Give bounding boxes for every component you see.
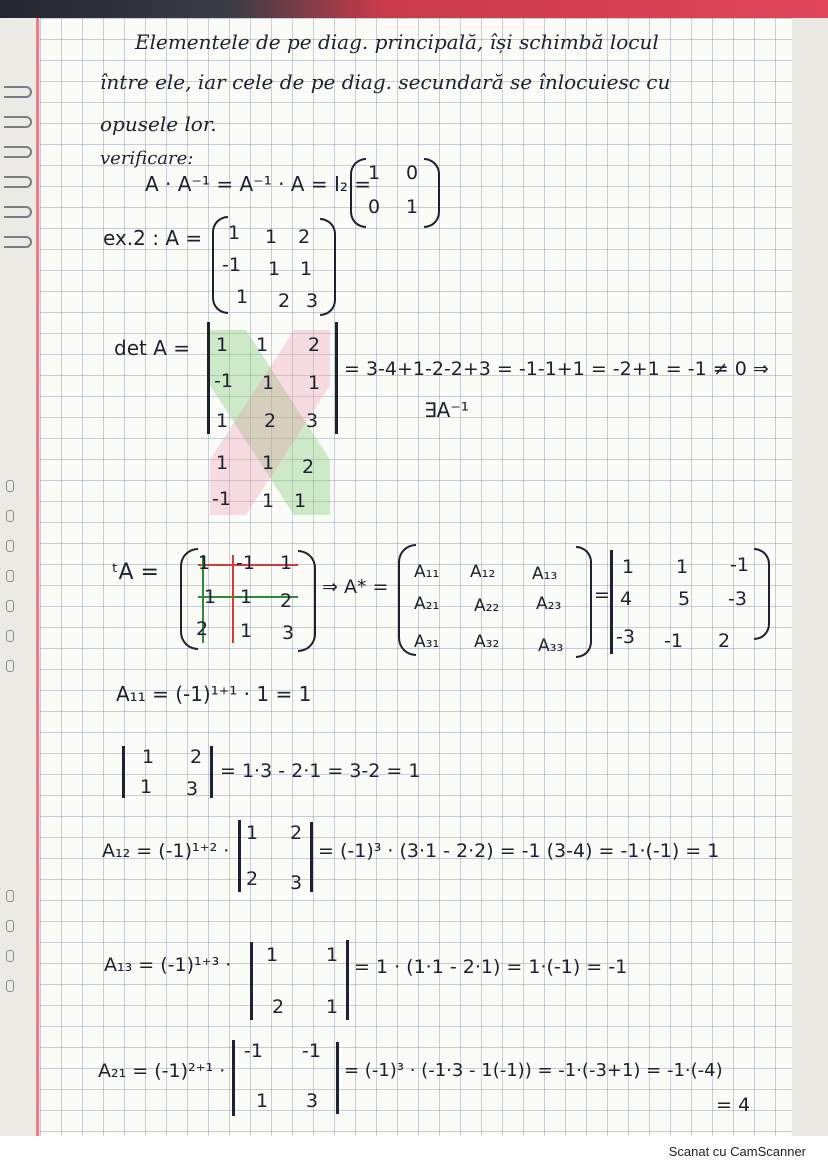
a13-right: = 1 · (1·1 - 2·1) = 1·(-1) = -1	[354, 956, 628, 978]
scanner-watermark: Scanat cu CamScanner	[668, 1144, 806, 1159]
det-cell: 1	[216, 452, 229, 474]
note-line-2: între ele, iar cele de pe diag. secundară se înlocuiesc cu	[100, 70, 671, 94]
det-cell: 3	[306, 410, 319, 432]
adjoint-value: -3	[616, 626, 635, 648]
minor-bar-left	[122, 746, 125, 798]
adjoint-symbol: A₃₃	[538, 636, 564, 656]
a13-cell: 2	[272, 996, 285, 1018]
det-cell: 1	[256, 334, 269, 356]
det-cell: 2	[302, 456, 315, 478]
punch-hole	[6, 600, 14, 612]
punch-hole	[6, 630, 14, 642]
equals-sign: =	[594, 584, 610, 606]
matrix-a-cell: 1	[300, 258, 313, 280]
det-cell: -1	[214, 370, 233, 392]
exists-inverse: ∃A⁻¹	[424, 398, 469, 422]
identity-cell: 1	[406, 196, 419, 218]
matrix-a-cell: 1	[265, 226, 278, 248]
adjoint-values-bar-left	[610, 550, 613, 654]
punch-hole	[6, 890, 14, 902]
a21-cell: -1	[302, 1040, 321, 1062]
a12-right: = (-1)³ · (3·1 - 2·2) = -1 (3-4) = -1·(-1) = 1	[318, 840, 720, 862]
adjoint-value: -1	[664, 630, 683, 652]
identity-cell: 0	[368, 196, 381, 218]
spiral-ring	[4, 236, 32, 248]
transpose-bracket-right	[298, 550, 316, 652]
det-label: det A =	[114, 336, 190, 360]
adjoint-value: -1	[730, 554, 749, 576]
a13-cell: 1	[326, 996, 339, 1018]
spiral-ring	[4, 86, 32, 98]
matrix-a-cell: 2	[298, 226, 311, 248]
transpose-cell: 1	[240, 586, 253, 608]
det-cell: -1	[212, 488, 231, 510]
transpose-label: ᵗA =	[112, 560, 159, 585]
matrix-a-cell: 3	[306, 290, 319, 312]
a21-bar-left	[232, 1040, 235, 1116]
adjoint-symbol: A₃₂	[474, 632, 500, 652]
a21-left: A₂₁ = (-1)²⁺¹ ·	[98, 1060, 226, 1082]
adjoint-symbol: A₂₂	[474, 596, 500, 616]
adjoint-symbol: A₁₁	[414, 562, 440, 582]
det-bar-right	[335, 322, 338, 434]
strike-col-red	[232, 555, 234, 643]
a13-bar-left	[250, 942, 253, 1020]
punch-hole	[6, 510, 14, 522]
matrix-a-bracket-right	[320, 218, 336, 316]
a13-bar-right	[346, 940, 349, 1020]
a12-cell: 2	[290, 822, 303, 844]
minor-cell: 3	[186, 778, 199, 800]
matrix-a-cell: 1	[236, 286, 249, 308]
a12-left: A₁₂ = (-1)¹⁺² ·	[102, 840, 230, 862]
adjoint-symbol: A₁₃	[532, 564, 558, 584]
det-cell: 2	[264, 410, 277, 432]
transpose-cell: 1	[204, 586, 217, 608]
spiral-ring	[4, 146, 32, 158]
punch-hole	[6, 980, 14, 992]
identity-bracket-right	[424, 158, 440, 228]
note-line-3: opusele lor.	[100, 112, 217, 136]
adjoint-symbol: A₁₂	[470, 562, 496, 582]
scanner-footer	[0, 1136, 828, 1171]
adjoint-value: 2	[718, 630, 731, 652]
adjoint-value: 1	[622, 556, 635, 578]
a11-line: A₁₁ = (-1)¹⁺¹ · 1 = 1	[116, 682, 312, 706]
det-cell: 1	[262, 452, 275, 474]
spiral-ring	[4, 206, 32, 218]
a13-cell: 1	[326, 944, 339, 966]
minor-cell: 2	[190, 746, 203, 768]
adjoint-value: 4	[620, 588, 633, 610]
margin-line	[36, 18, 39, 1158]
verify-equation: A · A⁻¹ = A⁻¹ · A = I₂ =	[145, 172, 371, 196]
identity-cell: 1	[368, 162, 381, 184]
a13-cell: 1	[266, 944, 279, 966]
punch-hole	[6, 920, 14, 932]
adjoint-value: 1	[676, 556, 689, 578]
adjoint-symbol: A₂₃	[536, 594, 562, 614]
ex2-label: ex.2 : A =	[103, 226, 203, 250]
identity-cell: 0	[406, 162, 419, 184]
transpose-cell: 2	[280, 590, 293, 612]
a13-left: A₁₃ = (-1)¹⁺³ ·	[104, 954, 232, 976]
punch-hole	[6, 540, 14, 552]
transpose-cell: 3	[282, 622, 295, 644]
a21-cell: 1	[256, 1090, 269, 1112]
a12-bar-left	[238, 820, 241, 892]
punch-hole	[6, 570, 14, 582]
transpose-cell: 2	[196, 618, 209, 640]
det-cell: 1	[216, 334, 229, 356]
det-cell: 1	[262, 490, 275, 512]
spiral-binding	[0, 18, 40, 1158]
adjoint-label: ⇒ A* =	[322, 576, 389, 598]
minor-bar-right	[210, 746, 213, 798]
a12-bar-right	[310, 822, 313, 892]
minor-result: = 1·3 - 2·1 = 3-2 = 1	[220, 760, 421, 782]
note-line-1: Elementele de pe diag. principală, își schimbă locul	[135, 30, 659, 54]
page-right-edge	[792, 18, 828, 1136]
transpose-cell: 1	[198, 552, 211, 574]
det-cell: 2	[308, 334, 321, 356]
a12-cell: 2	[246, 868, 259, 890]
transpose-cell: -1	[236, 552, 255, 574]
a21-cell: -1	[244, 1040, 263, 1062]
punch-hole	[6, 950, 14, 962]
matrix-a-cell: 1	[268, 258, 281, 280]
adjoint-value: -3	[728, 588, 747, 610]
matrix-a-cell: 2	[278, 290, 291, 312]
verify-label: verificare:	[100, 148, 194, 169]
adjoint-value: 5	[678, 588, 691, 610]
a21-final: = 4	[716, 1094, 751, 1116]
spiral-ring	[4, 176, 32, 188]
a12-cell: 1	[246, 822, 259, 844]
transpose-cell: 1	[280, 552, 293, 574]
identity-bracket-left	[350, 158, 366, 228]
transpose-cell: 1	[240, 620, 253, 642]
a21-right: = (-1)³ · (-1·3 - 1(-1)) = -1·(-3+1) = -1·(-4)	[344, 1060, 723, 1081]
det-cell: 1	[308, 372, 321, 394]
adjoint-bracket-right	[576, 546, 592, 658]
det-cell: 1	[294, 490, 307, 512]
det-cell: 1	[216, 410, 229, 432]
minor-cell: 1	[140, 776, 153, 798]
det-result: = 3-4+1-2-2+3 = -1-1+1 = -2+1 = -1 ≠ 0 ⇒	[344, 358, 769, 380]
minor-cell: 1	[142, 746, 155, 768]
a12-cell: 3	[290, 872, 303, 894]
a21-cell: 3	[306, 1090, 319, 1112]
adjoint-symbol: A₂₁	[414, 594, 440, 614]
det-bar-left	[207, 322, 210, 434]
punch-hole	[6, 660, 14, 672]
adjoint-values-bracket-right	[754, 548, 770, 640]
punch-hole	[6, 480, 14, 492]
adjoint-symbol: A₃₁	[414, 632, 440, 652]
notebook-top-edge	[0, 0, 828, 18]
matrix-a-cell: 1	[228, 222, 241, 244]
matrix-a-cell: -1	[222, 254, 241, 276]
a21-bar-right	[336, 1042, 339, 1114]
spiral-ring	[4, 116, 32, 128]
det-cell: 1	[262, 372, 275, 394]
